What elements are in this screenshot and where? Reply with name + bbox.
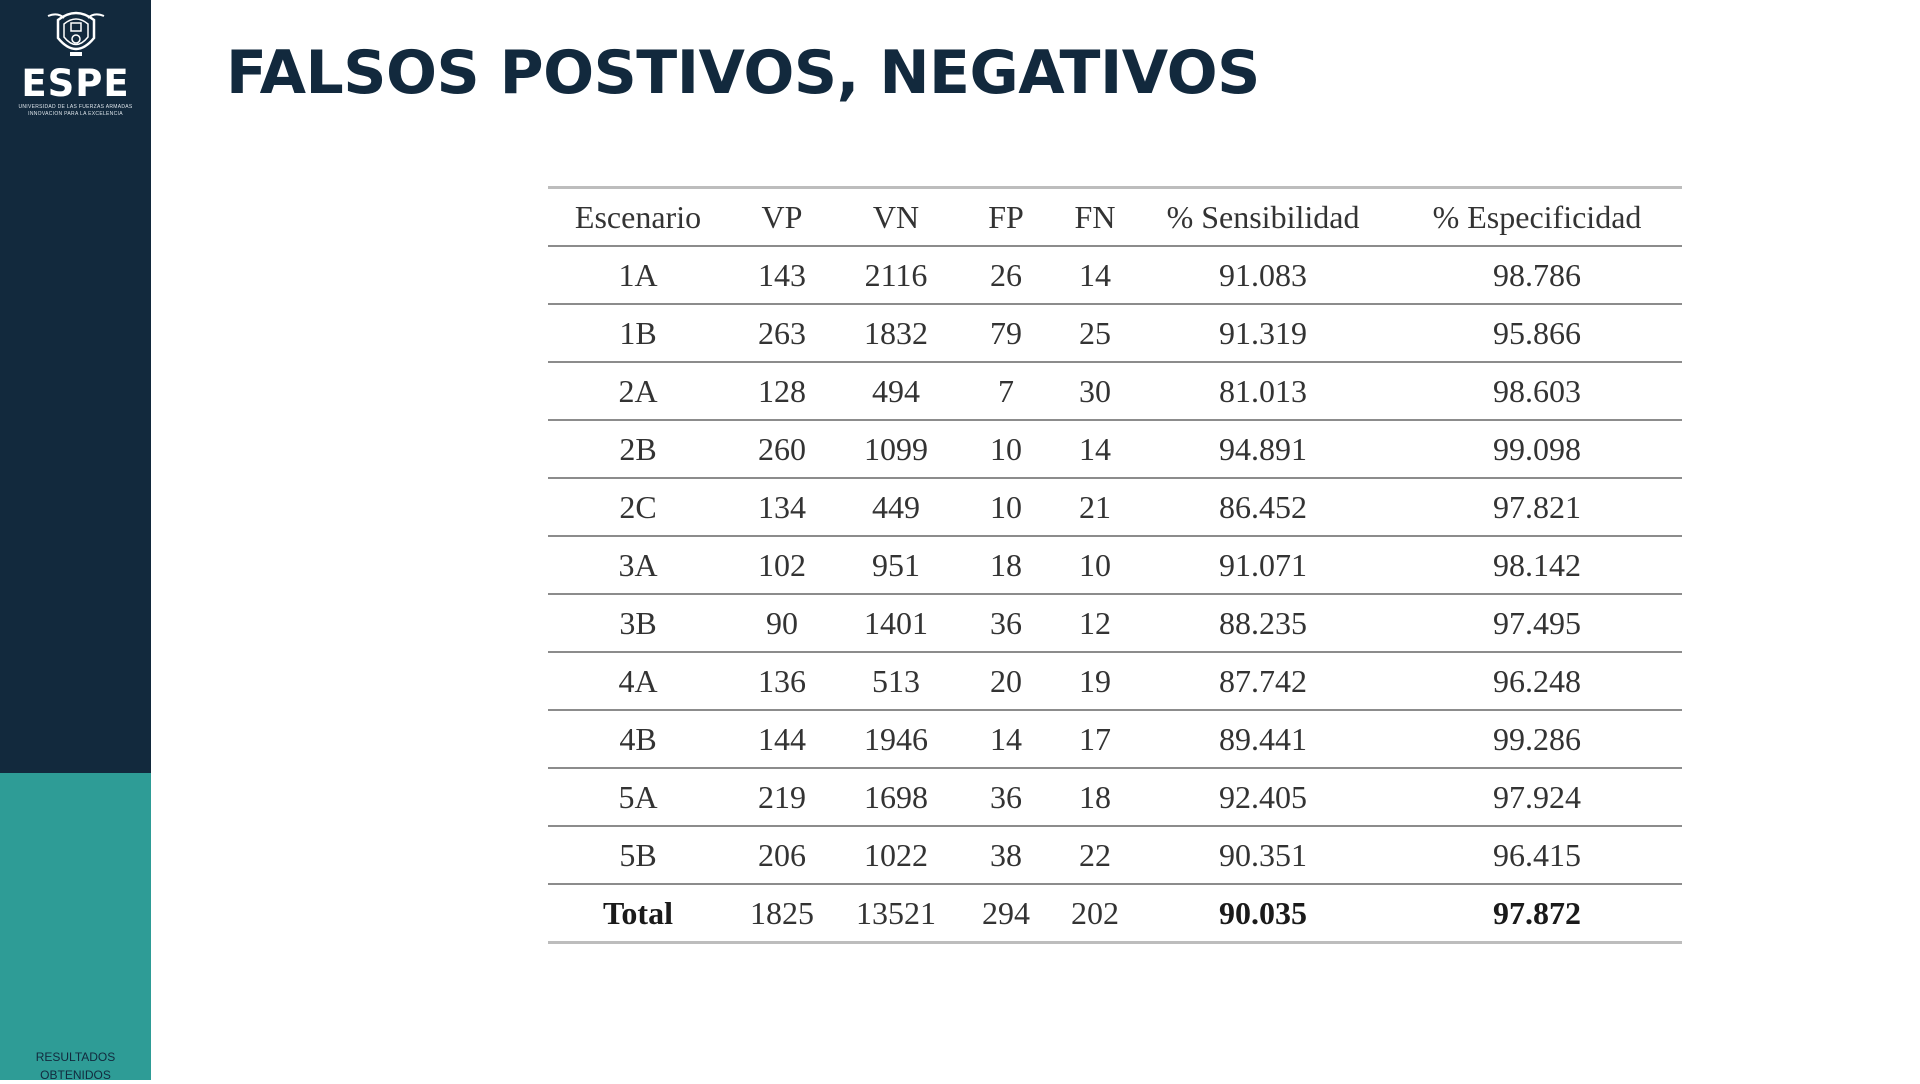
cell-fp: 79 <box>956 304 1056 362</box>
cell-fn: 14 <box>1056 420 1134 478</box>
cell-fn: 21 <box>1056 478 1134 536</box>
logo-wordmark: ESPE <box>21 62 130 105</box>
cell-vp: 102 <box>728 536 836 594</box>
cell-fp: 10 <box>956 420 1056 478</box>
total-label: Total <box>603 894 673 931</box>
table-row <box>548 478 1682 536</box>
cell-escenario: 2B <box>548 420 728 478</box>
header-vp: VP <box>728 188 836 247</box>
cell-especificidad: 97.821 <box>1392 478 1682 536</box>
cell-especificidad: 96.415 <box>1392 826 1682 884</box>
cell-sensibilidad: 92.405 <box>1134 768 1392 826</box>
header-sensibilidad: % Sensibilidad <box>1134 188 1392 247</box>
cell-fp: 36 <box>956 594 1056 652</box>
cell-fp: 20 <box>956 652 1056 710</box>
cell-especificidad: 97.924 <box>1392 768 1682 826</box>
results-table <box>548 186 1682 944</box>
cell-especificidad: 97.495 <box>1392 594 1682 652</box>
section-label: RESULTADOS OBTENIDOS <box>35 1050 116 1082</box>
cell-vn: 1401 <box>836 594 956 652</box>
cell-vp: 260 <box>728 420 836 478</box>
cell-sensibilidad: 88.235 <box>1134 594 1392 652</box>
total-sensibilidad: 90.035 <box>1219 894 1307 931</box>
cell-escenario: 4B <box>548 710 728 768</box>
cell-escenario: 2A <box>548 362 728 420</box>
table-row <box>548 536 1682 594</box>
cell-vn: 1698 <box>836 768 956 826</box>
cell-vn: 513 <box>836 652 956 710</box>
cell-vn: 1022 <box>836 826 956 884</box>
cell-vn: 1946 <box>836 710 956 768</box>
cell-vp: 90 <box>728 594 836 652</box>
cell-vp: 144 <box>728 710 836 768</box>
cell-fp: 36 <box>956 768 1056 826</box>
cell-vp: 134 <box>728 478 836 536</box>
total-vn: 13521 <box>856 894 936 931</box>
cell-especificidad: 96.248 <box>1392 652 1682 710</box>
cell-fp: 26 <box>956 246 1056 304</box>
header-escenario: Escenario <box>548 188 728 247</box>
cell-vn: 494 <box>836 362 956 420</box>
header-fn: FN <box>1056 188 1134 247</box>
cell-especificidad: 98.786 <box>1392 246 1682 304</box>
cell-sensibilidad: 89.441 <box>1134 710 1392 768</box>
cell-escenario: 1A <box>548 246 728 304</box>
cell-escenario: 3B <box>548 594 728 652</box>
cell-escenario: 3A <box>548 536 728 594</box>
logo-subtitle-line2: INNOVACIÓN PARA LA EXCELENCIA <box>28 111 123 117</box>
cell-vp: 219 <box>728 768 836 826</box>
total-fn: 202 <box>1071 894 1119 931</box>
cell-sensibilidad: 86.452 <box>1134 478 1392 536</box>
table-row <box>548 420 1682 478</box>
cell-sensibilidad: 94.891 <box>1134 420 1392 478</box>
header-fp: FP <box>956 188 1056 247</box>
university-seal-icon <box>44 6 108 62</box>
cell-fn: 18 <box>1056 768 1134 826</box>
cell-vp: 136 <box>728 652 836 710</box>
cell-fn: 30 <box>1056 362 1134 420</box>
cell-sensibilidad: 90.351 <box>1134 826 1392 884</box>
cell-fn: 14 <box>1056 246 1134 304</box>
cell-sensibilidad: 81.013 <box>1134 362 1392 420</box>
cell-sensibilidad: 91.083 <box>1134 246 1392 304</box>
total-fp: 294 <box>982 894 1030 931</box>
cell-vp: 263 <box>728 304 836 362</box>
cell-sensibilidad: 91.071 <box>1134 536 1392 594</box>
results-table-container <box>548 186 1682 944</box>
table-header-row <box>548 188 1682 247</box>
total-vp: 1825 <box>750 894 814 931</box>
table-row <box>548 826 1682 884</box>
cell-escenario: 1B <box>548 304 728 362</box>
table-row <box>548 768 1682 826</box>
table-row <box>548 246 1682 304</box>
cell-fn: 25 <box>1056 304 1134 362</box>
cell-fp: 14 <box>956 710 1056 768</box>
cell-vn: 449 <box>836 478 956 536</box>
cell-vp: 206 <box>728 826 836 884</box>
cell-vn: 1099 <box>836 420 956 478</box>
sidebar-top-panel <box>0 0 151 773</box>
cell-sensibilidad: 91.319 <box>1134 304 1392 362</box>
cell-escenario: 4A <box>548 652 728 710</box>
sidebar-bottom-panel <box>0 773 151 1080</box>
cell-escenario: 5B <box>548 826 728 884</box>
cell-especificidad: 99.286 <box>1392 710 1682 768</box>
cell-fn: 10 <box>1056 536 1134 594</box>
cell-fp: 38 <box>956 826 1056 884</box>
cell-vn: 2116 <box>836 246 956 304</box>
table-row <box>548 652 1682 710</box>
cell-fp: 18 <box>956 536 1056 594</box>
page-title: FALSOS POSTIVOS, NEGATIVOS <box>226 38 1260 108</box>
table-total-row <box>548 884 1682 943</box>
table-row <box>548 594 1682 652</box>
cell-fp: 7 <box>956 362 1056 420</box>
cell-fn: 19 <box>1056 652 1134 710</box>
cell-sensibilidad: 87.742 <box>1134 652 1392 710</box>
cell-fn: 12 <box>1056 594 1134 652</box>
table-row <box>548 362 1682 420</box>
cell-especificidad: 98.603 <box>1392 362 1682 420</box>
cell-vn: 951 <box>836 536 956 594</box>
cell-fp: 10 <box>956 478 1056 536</box>
cell-escenario: 2C <box>548 478 728 536</box>
cell-escenario: 5A <box>548 768 728 826</box>
header-especificidad: % Especificidad <box>1392 188 1682 247</box>
espe-logo <box>0 6 151 118</box>
table-row <box>548 710 1682 768</box>
cell-especificidad: 95.866 <box>1392 304 1682 362</box>
cell-fn: 17 <box>1056 710 1134 768</box>
cell-vp: 143 <box>728 246 836 304</box>
cell-fn: 22 <box>1056 826 1134 884</box>
header-vn: VN <box>836 188 956 247</box>
cell-especificidad: 99.098 <box>1392 420 1682 478</box>
cell-especificidad: 98.142 <box>1392 536 1682 594</box>
cell-vn: 1832 <box>836 304 956 362</box>
cell-vp: 128 <box>728 362 836 420</box>
total-especificidad: 97.872 <box>1493 894 1581 931</box>
logo-subtitle-line1: UNIVERSIDAD DE LAS FUERZAS ARMADAS <box>18 104 133 110</box>
table-row <box>548 304 1682 362</box>
